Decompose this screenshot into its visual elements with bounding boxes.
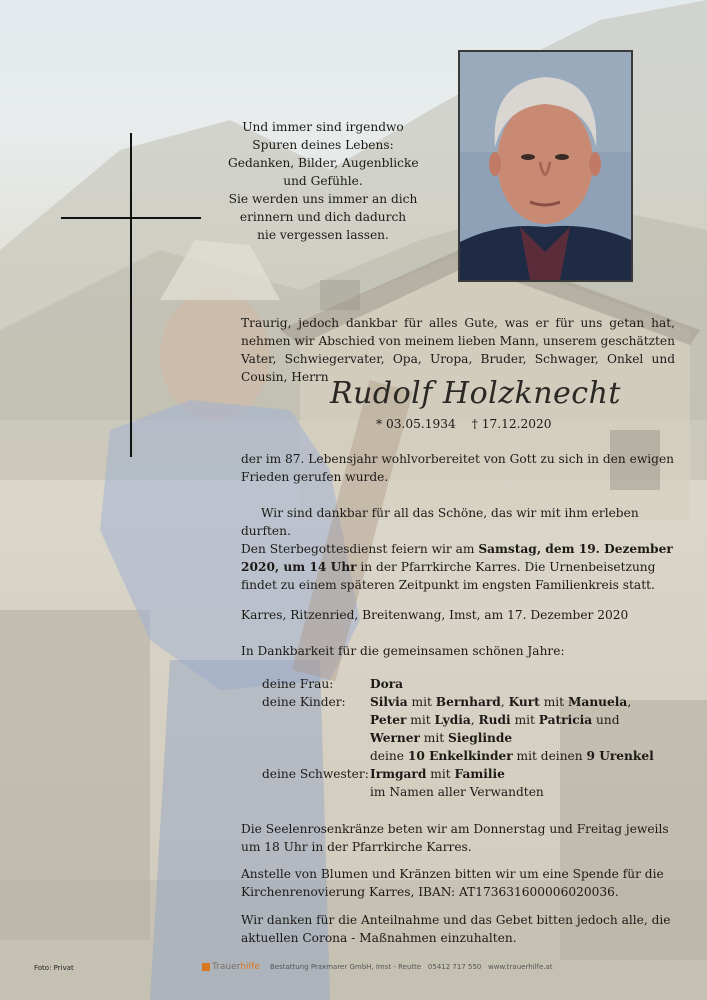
sister-family: Familie: [454, 767, 505, 781]
word-mit: mit: [410, 713, 431, 727]
logo-text-b: hilfe: [240, 962, 260, 972]
word-mit: mit: [423, 731, 445, 745]
word-mit: mit: [514, 713, 535, 727]
company-web[interactable]: www.trauerhilfe.at: [488, 963, 553, 971]
donation-info: Anstelle von Blumen und Kränzen bitten wir um eine Spende für die Kirchenrenovierung Karres, IBAN: AT173631600006020036.: [241, 867, 664, 899]
children-line-1: Silvia mit Bernhard, Kurt mit Manuela,: [370, 695, 632, 709]
relatives-line: im Namen aller Verwandten: [370, 785, 544, 799]
corona-note: Wir danken für die Anteilnahme und das Gebet bitten jedoch alle, die aktuellen Corona - Maßnahmen einzuhalten.: [241, 913, 671, 945]
children-label: deine Kinder:: [262, 695, 346, 709]
child: Werner: [370, 731, 420, 745]
word-mit: mit: [411, 695, 432, 709]
photo-credit: Foto: Privat: [34, 964, 74, 972]
wife-name: [370, 677, 403, 691]
logo-text-a: Trauer: [212, 962, 241, 972]
deceased-name: Rudolf Holzknecht: [330, 376, 621, 411]
child: Rudi: [478, 713, 511, 727]
child: Kurt: [508, 695, 540, 709]
child: Silvia: [370, 695, 408, 709]
passage-2: Wir sind dankbar für all das Schöne, das wir mit ihm erleben durften.: [241, 506, 639, 538]
sister-line: [370, 767, 505, 781]
wife-label: deine Frau:: [262, 677, 334, 691]
partner: Sieglinde: [448, 731, 513, 745]
word-mit: mit: [543, 695, 565, 709]
poem: [228, 118, 418, 244]
poem-line: Und immer sind irgendwo: [242, 120, 404, 134]
rosary-info: Die Seelenrosenkränze beten wir am Donnerstag und Freitag jeweils um 18 Uhr in der Pfarrkirche Karres.: [241, 822, 669, 854]
grandchildren-line: [370, 749, 654, 763]
great-grandchildren-count: 9 Urenkel: [586, 749, 654, 763]
grandchildren-count: 10 Enkelkinder: [407, 749, 513, 763]
poem-line: erinnern und dich dadurch: [239, 210, 407, 224]
cross-vertical: [130, 133, 132, 457]
poem-line: und Gefühle.: [283, 174, 363, 188]
word-mit: mit: [430, 767, 451, 781]
wife: Dora: [370, 677, 404, 691]
partner: Manuela: [567, 695, 628, 709]
place-date: Karres, Ritzenried, Breitenwang, Imst, am 17. Dezember 2020: [241, 608, 629, 622]
company-phone: 05412 717 550: [427, 963, 482, 971]
poem-line: Gedanken, Bilder, Augenblicke: [228, 156, 419, 170]
partner: Patricia: [538, 713, 593, 727]
children-line-3: [370, 731, 512, 745]
life-dates: [376, 417, 568, 431]
intro-text: Traurig, jedoch dankbar für alles Gute, was er für uns getan hat, nehmen wir Abschied von meinem lieben Mann, unserem geschätzten Vater, Schwiegervater, Opa, Uropa, Bruder, Schwager, Onkel und Cousin, Herrn: [241, 316, 675, 384]
passage-1: der im 87. Lebensjahr wohlvorbereitet von Gott zu sich in den ewigen Frieden gerufen wurde.: [241, 452, 675, 484]
logo-square-icon: [202, 963, 210, 971]
death-date: † 17.12.2020: [471, 417, 552, 431]
poem-line: Sie werden uns immer an dich: [228, 192, 418, 206]
funeral-info: [241, 540, 677, 594]
funeral-post: in der Pfarrkirche Karres. Die Urnenbeisetzung findet zu einem späteren Zeitpunkt im engsten Familienkreis statt.: [241, 560, 656, 592]
funeral-date: Samstag, dem 19. Dezember 2020, um 14 Uhr: [241, 542, 673, 574]
poem-line: Spuren deines Lebens:: [252, 138, 394, 152]
sister-name: Irmgard: [370, 767, 427, 781]
sister-label: deine Schwester:: [262, 767, 369, 781]
word-und: und: [596, 713, 620, 727]
gratitude-line: In Dankbarkeit für die gemeinsamen schönen Jahre:: [241, 644, 565, 658]
partner: Bernhard: [435, 695, 501, 709]
birth-date: * 03.05.1934: [376, 417, 456, 431]
child: Peter: [370, 713, 407, 727]
footer-brand: [202, 962, 553, 972]
children-line-2: Peter mit Lydia, Rudi mit Patricia und: [370, 713, 620, 727]
portrait-photo: [458, 50, 633, 282]
partner: Lydia: [434, 713, 471, 727]
poem-line: nie vergessen lassen.: [257, 228, 389, 242]
grand-mid: mit deinen: [512, 749, 587, 763]
funeral-pre: Den Sterbegottesdienst feiern wir am: [241, 542, 479, 556]
grand-pre: deine: [370, 749, 408, 763]
cross-horizontal: [61, 217, 201, 219]
company-name: Bestattung Praxmarer GmbH, Imst - Reutte: [270, 963, 422, 971]
